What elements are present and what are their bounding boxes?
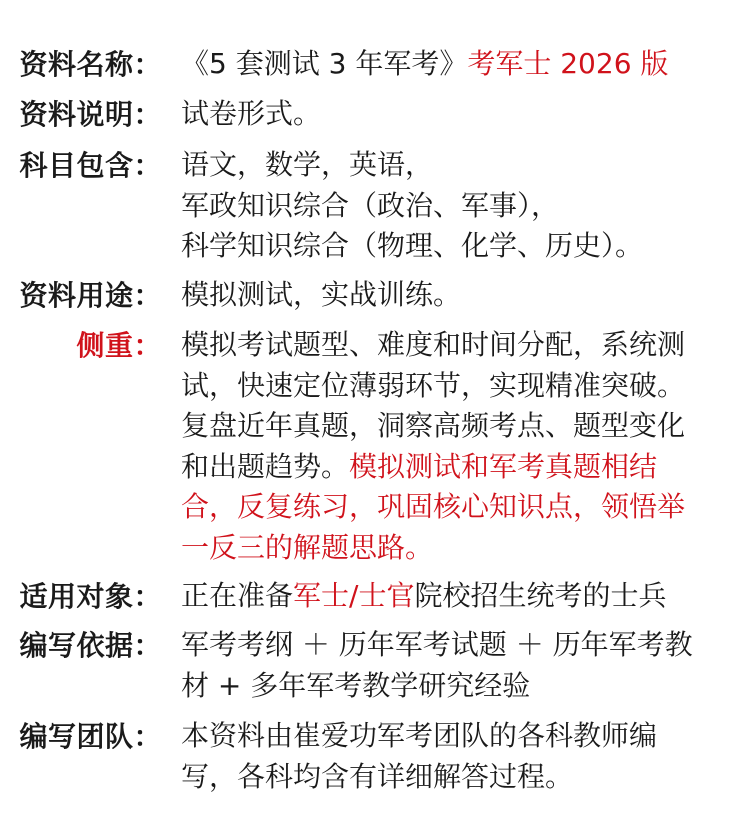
basis-line-1: 军考考纲 ＋ 历年军考试题 ＋ 历年军考教 bbox=[181, 628, 693, 661]
team-label: 编写团队： bbox=[19, 720, 162, 753]
team-line-1: 本资料由崔爱功军考团队的各科教师编 bbox=[181, 719, 658, 752]
target-text-highlight: 军士/士官 bbox=[293, 579, 415, 612]
focus-line-4-plain: 和出题趋势。 bbox=[181, 449, 350, 483]
material-name-title: 《5 套测试 3 年军考》 bbox=[181, 47, 468, 80]
focus-line-4 bbox=[181, 447, 731, 488]
focus-line-3: 复盘近年真题，洞察高频考点、题型变化 bbox=[181, 409, 686, 442]
material-desc-value: 试卷形式。 bbox=[181, 97, 322, 130]
material-name-label: 资料名称： bbox=[19, 48, 162, 81]
focus-label: 侧重： bbox=[76, 329, 162, 362]
target-value bbox=[181, 576, 731, 617]
subjects-value bbox=[181, 145, 731, 267]
usage-label: 资料用途： bbox=[19, 279, 162, 312]
focus-line-1: 模拟考试题型、难度和时间分配，系统测 bbox=[181, 328, 686, 361]
material-name-edition: 考军士 2026 版 bbox=[467, 47, 669, 80]
focus-line-4-highlight: 模拟测试和军考真题相结 bbox=[349, 449, 658, 483]
material-desc-label: 资料说明： bbox=[19, 98, 162, 131]
basis-value bbox=[181, 625, 731, 706]
focus-line-5: 合，反复练习，巩固核心知识点，领悟举 bbox=[181, 490, 686, 523]
subjects-line-2: 军政知识综合（政治、军事）， bbox=[181, 188, 560, 222]
focus-value bbox=[181, 325, 731, 568]
basis-label: 编写依据： bbox=[19, 629, 162, 662]
team-line-2: 写，各科均含有详细解答过程。 bbox=[181, 759, 574, 793]
target-label: 适用对象： bbox=[19, 580, 162, 613]
subjects-line-3: 科学知识综合（物理、化学、历史）。 bbox=[181, 229, 644, 262]
subjects-line-1: 语文，数学，英语， bbox=[181, 148, 434, 181]
team-value bbox=[181, 716, 731, 797]
target-text-1: 正在准备 bbox=[181, 579, 294, 612]
target-text-2: 院校招生统考的士兵 bbox=[414, 579, 667, 612]
usage-value: 模拟测试，实战训练。 bbox=[181, 278, 462, 311]
subjects-label: 科目包含： bbox=[19, 149, 162, 182]
material-name-value bbox=[181, 44, 731, 85]
basis-line-2: 材 + 多年军考教学研究经验 bbox=[181, 668, 531, 702]
focus-line-2: 试，快速定位薄弱环节，实现精准突破。 bbox=[181, 368, 686, 402]
focus-line-6: 一反三的解题思路。 bbox=[181, 530, 434, 564]
